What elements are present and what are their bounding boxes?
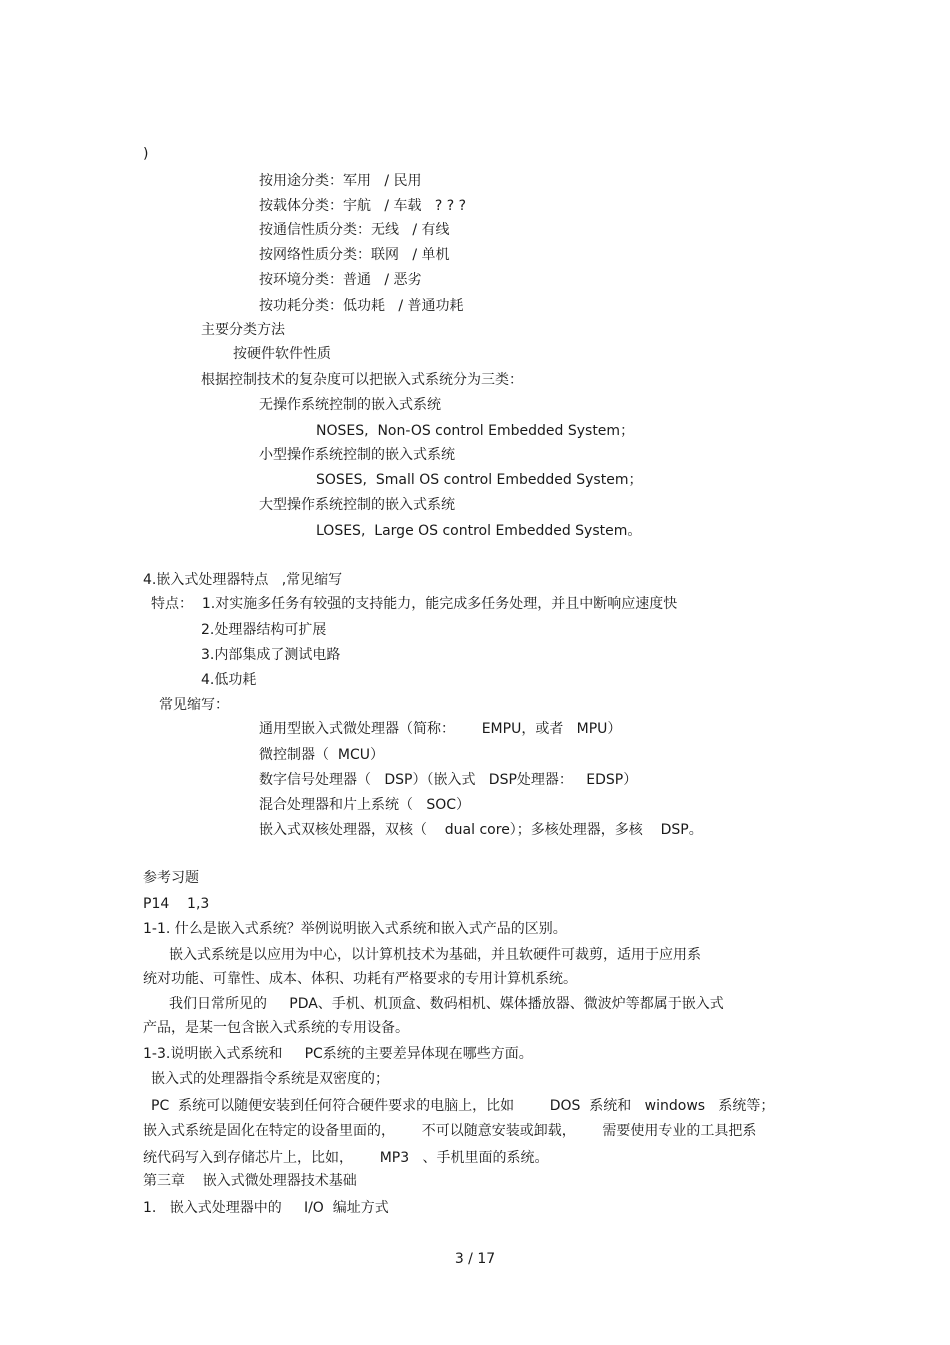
chapter-heading: 第三章 嵌入式微处理器技术基础 bbox=[143, 1173, 357, 1189]
text-line: 嵌入式的处理器指令系统是双密度的； bbox=[151, 1071, 389, 1087]
text-line: 统对功能、可靠性、成本、体积、功耗有严格要求的专用计算机系统。 bbox=[143, 971, 577, 987]
text-line: PC 系统可以随便安装到任何符合硬件要求的电脑上，比如 DOS 系统和 windows 系统等； bbox=[151, 1098, 775, 1114]
text-line: 按载体分类：宇航 / 车载 ? ? ? bbox=[259, 198, 467, 214]
text-line: ) bbox=[143, 146, 149, 162]
text-line: 按硬件软件性质 bbox=[233, 346, 331, 362]
text-line: 混合处理器和片上系统（ SOC） bbox=[259, 797, 471, 813]
text-line: P14 1,3 bbox=[143, 896, 210, 912]
text-line: 嵌入式系统是固化在特定的设备里面的， 不可以随意安装或卸载， 需要使用专业的工具把系 bbox=[143, 1123, 757, 1139]
text-line: 2.处理器结构可扩展 bbox=[201, 622, 327, 638]
text-line: 嵌入式双核处理器，双核（ dual core）；多核处理器，多核 DSP。 bbox=[259, 822, 703, 838]
text-line: 统代码写入到存储芯片上，比如， MP3 、手机里面的系统。 bbox=[143, 1150, 549, 1166]
section-heading: 1. 嵌入式处理器中的 I/O 编址方式 bbox=[143, 1200, 389, 1216]
text-line: 根据控制技术的复杂度可以把嵌入式系统分为三类： bbox=[201, 372, 523, 388]
text-line: 产品，是某一包含嵌入式系统的专用设备。 bbox=[143, 1020, 409, 1036]
text-line: 微控制器（ MCU） bbox=[259, 747, 385, 763]
text-line: NOSES, Non-OS control Embedded System； bbox=[316, 423, 635, 439]
text-line: 无操作系统控制的嵌入式系统 bbox=[259, 397, 441, 413]
text-line: 按环境分类：普通 / 恶劣 bbox=[259, 272, 422, 288]
text-line: 按功耗分类：低功耗 / 普通功耗 bbox=[259, 298, 464, 314]
text-line: 特点： 1.对实施多任务有较强的支持能力，能完成多任务处理，并且中断响应速度快 bbox=[151, 596, 678, 612]
text-line: 3.内部集成了测试电路 bbox=[201, 647, 341, 663]
text-line: 常见缩写： bbox=[159, 697, 229, 713]
text-line: 按通信性质分类：无线 / 有线 bbox=[259, 222, 450, 238]
page-number: 3 / 17 bbox=[454, 1251, 496, 1267]
question-line: 1-1. 什么是嵌入式系统？举例说明嵌入式系统和嵌入式产品的区别。 bbox=[143, 921, 567, 937]
question-line: 1-3.说明嵌入式系统和 PC系统的主要差异体现在哪些方面。 bbox=[143, 1046, 533, 1062]
text-line: 我们日常所见的 PDA、手机、机顶盒、数码相机、媒体播放器、微波炉等都属于嵌入式 bbox=[169, 996, 724, 1012]
text-line: 通用型嵌入式微处理器（简称： EMPU，或者 MPU） bbox=[259, 721, 622, 737]
text-line: LOSES, Large OS control Embedded System。 bbox=[316, 523, 642, 539]
section-heading: 参考习题 bbox=[143, 870, 199, 886]
section-heading: 4.嵌入式处理器特点 ,常见缩写 bbox=[143, 572, 343, 588]
text-line: 数字信号处理器（ DSP）（嵌入式 DSP处理器： EDSP） bbox=[259, 772, 638, 788]
text-line: 嵌入式系统是以应用为中心，以计算机技术为基础，并且软硬件可裁剪，适用于应用系 bbox=[169, 947, 701, 963]
text-line: 4.低功耗 bbox=[201, 672, 257, 688]
text-line: 大型操作系统控制的嵌入式系统 bbox=[259, 497, 455, 513]
text-line: 按网络性质分类：联网 / 单机 bbox=[259, 247, 450, 263]
text-line: 小型操作系统控制的嵌入式系统 bbox=[259, 447, 455, 463]
text-line: 按用途分类：军用 / 民用 bbox=[259, 173, 422, 189]
text-line: SOSES, Small OS control Embedded System； bbox=[316, 472, 643, 488]
text-line: 主要分类方法 bbox=[201, 322, 285, 338]
